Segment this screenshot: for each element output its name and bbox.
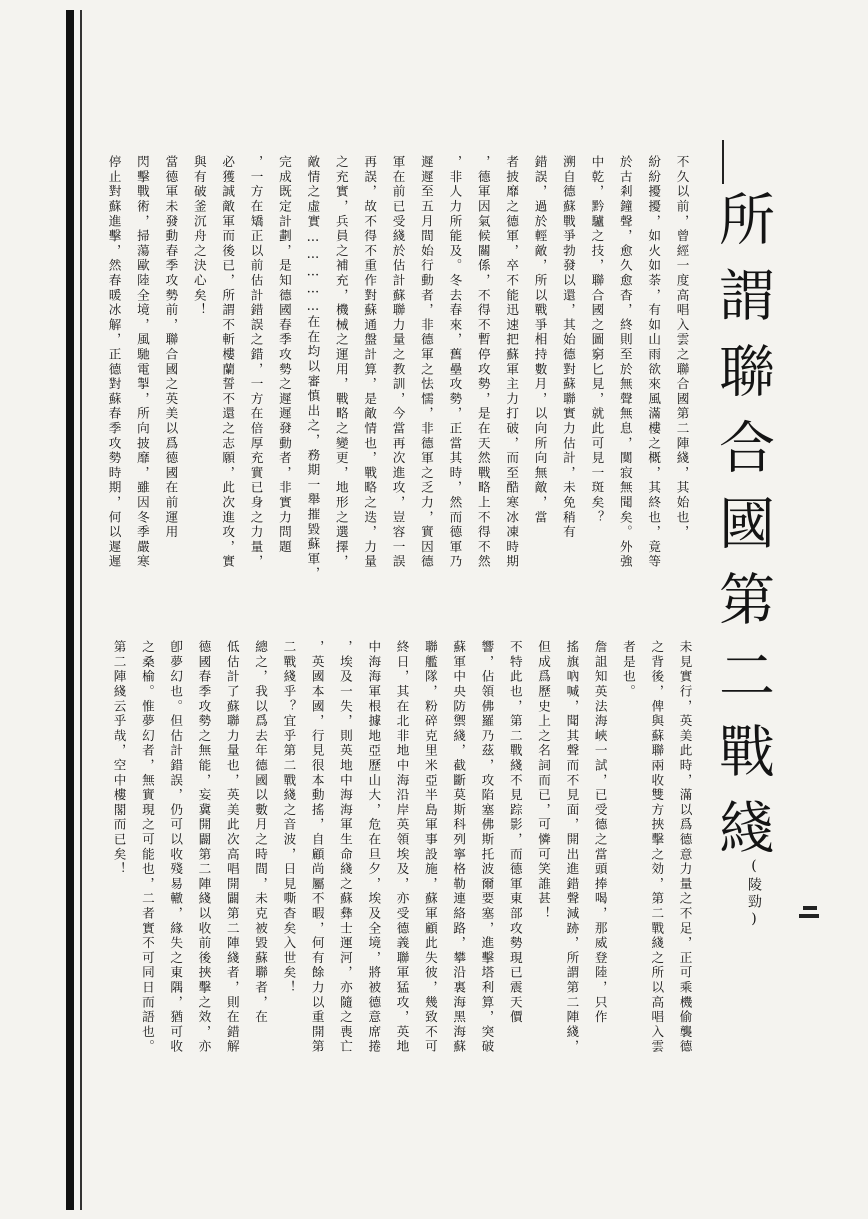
text-column: 不久以前，曾經一度高唱入雲之聯合國第二陣綫，其始也， [674,155,690,540]
text-column: 低估計了蘇聯力量也，英美此次高唱開闢第二陣綫者，則在錯解 [224,640,240,1055]
text-column: 之充實，兵員之補充，機械之運用，戰略之變更，地形之選擇， [333,155,349,570]
text-column: 第二陣綫云乎哉，空中樓閣而已矣！ [111,640,127,877]
text-column: ，埃及一失，則英地中海海軍生命綫之蘇彝士運河，亦隨之喪亡 [337,640,353,1055]
text-column: 與有破釜沉舟之決心矣！ [191,155,207,318]
title-rule [722,140,724,184]
text-column: 二戰綫乎？宜乎第二戰綫之音波，日見嘶杳矣入世矣！ [281,640,297,996]
text-column: 聯艦隊，粉碎克里米亞半島軍事設施，蘇軍顧此失彼，幾致不可 [422,640,438,1055]
binding-edge-line [80,10,82,1210]
text-column: 閃擊戰術，掃蕩歐陸全境，風馳電掣，所向披靡，雖因冬季嚴寒 [134,155,150,570]
text-column: 卽夢幻也。但估計錯誤，仍可以收殘易轍，緣失之東隅，猶可收 [168,640,184,1055]
text-column: 錯誤，過於輕敵，所以戰爭相持數月，以向所向無敵，當 [532,155,548,525]
text-column: 必獲誠敵軍而後已，所謂不斬樓蘭誓不還之志願，此次進攻，實 [220,155,236,570]
text-column: 之背後，俾與蘇聯兩收雙方挾擊之効，第二戰綫之所以高唱入雲 [649,640,665,1055]
text-column: 者是也。 [620,640,636,700]
text-column: 不特此也，第二戰綫不見踪影，而德軍東部攻勢現已震天價 [507,640,523,1025]
article-title: 所謂聯合國第二戰綫 [710,190,775,874]
text-column: 遲遲至五月間始行動者，非德軍之怯懦，非德軍之乏力，實因德 [418,155,434,570]
text-column: 總之，我以爲去年德國以數月之時間，未克被毀蘇聯者，在 [253,640,269,1025]
text-column: 終日，其在北非地中海沿岸英領埃及，亦受德義聯軍猛攻，英地 [394,640,410,1055]
text-column: 中海海軍根據地亞歷山大，危在旦夕，埃及全境，將被德意席捲 [366,640,382,1055]
text-column: 響，佔領佛羅乃茲，攻陷塞佛斯托波爾要塞，進擊塔利算，突破 [479,640,495,1055]
text-column: 停止對蘇進擊，然春暖冰解，正德對蘇春季攻勢時期，何以遲遲 [106,155,122,570]
page-number-mark [803,906,817,910]
text-column: 中乾，黔驢之技，聯合國之圖窮匕見，就此可見一斑矣？ [589,155,605,525]
text-column: 詹詛知英法海峽一試，已受德之當頭捧喝，那威登陸，只作 [592,640,608,1025]
text-column: 於古剎鐘聲，愈久愈杳，終則至於無聲無息，闃寂無聞矣。外強 [617,155,633,570]
page-number-mark-2 [799,914,819,918]
text-column: 德國春季攻勢之無能，妄冀開闢第二陣綫以收前後挾擊之效，亦 [196,640,212,1055]
text-column: 紛紛擾擾，如火如荼，有如山雨欲來風滿樓之概，其終也，竟等 [646,155,662,570]
text-column: 再誤，故不得不重作對蘇通盤計算，是敵情也，戰略之迭，力量 [362,155,378,570]
text-column: ，英國本國，行見很本動搖，自顧尚屬不暇，何有餘力以重開第 [309,640,325,1055]
text-column: ，一方在矯正以前估計錯誤之錯，一方在倍厚充實已身之力量， [248,155,264,570]
text-column: 蘇軍中央防禦綫，截斷莫斯科列寧格勒連絡路，攀沿裏海黑海蘇 [451,640,467,1055]
text-column: 未見實行，英美此時，滿以爲德意力量之不足，正可乘機偷襲德 [677,640,693,1055]
text-column: 完成既定計劃，是知德國春季攻勢之遲遲發動者，非實力問題 [276,155,292,555]
text-column: 軍在前已受綫於估計蘇聯力量之教訓，今當再次進攻，豈容一誤 [390,155,406,570]
text-column: 之桑榆。惟夢幻者，無實現之可能也，二者實不可同日而語也。 [139,640,155,1055]
text-column: 當德軍未發動春季攻勢前，聯合國之英美以爲德國在前運用 [163,155,179,540]
binding-edge [66,10,74,1210]
text-column: ，非人力所能及。冬去春來，舊壘攻勢，正當其時，然而德軍乃 [447,155,463,570]
author-byline: (陵勁) [746,858,762,930]
text-column: 但成爲歷史上之名詞而已，可憐可笑誰甚！ [536,640,552,922]
text-column: ，德軍因氣候關係，不得不暫停攻勢，是在天然戰略上不得不然 [475,155,491,570]
text-column: 溯自德蘇戰爭勃發以還，其始德對蘇聯實力估計，未免稍有 [560,155,576,540]
text-column: 者披靡之德軍，卒不能迅速把蘇軍主力打破，而至酷寒冰凍時期 [504,155,520,570]
text-column: 搖旗吶喊，聞其聲而不見面，開出進錯聲減跡，所謂第二陣綫， [564,640,580,1055]
text-column: 敵情之虛實……………在在均以審慎出之，務期一舉摧毀蘇軍， [305,155,321,582]
